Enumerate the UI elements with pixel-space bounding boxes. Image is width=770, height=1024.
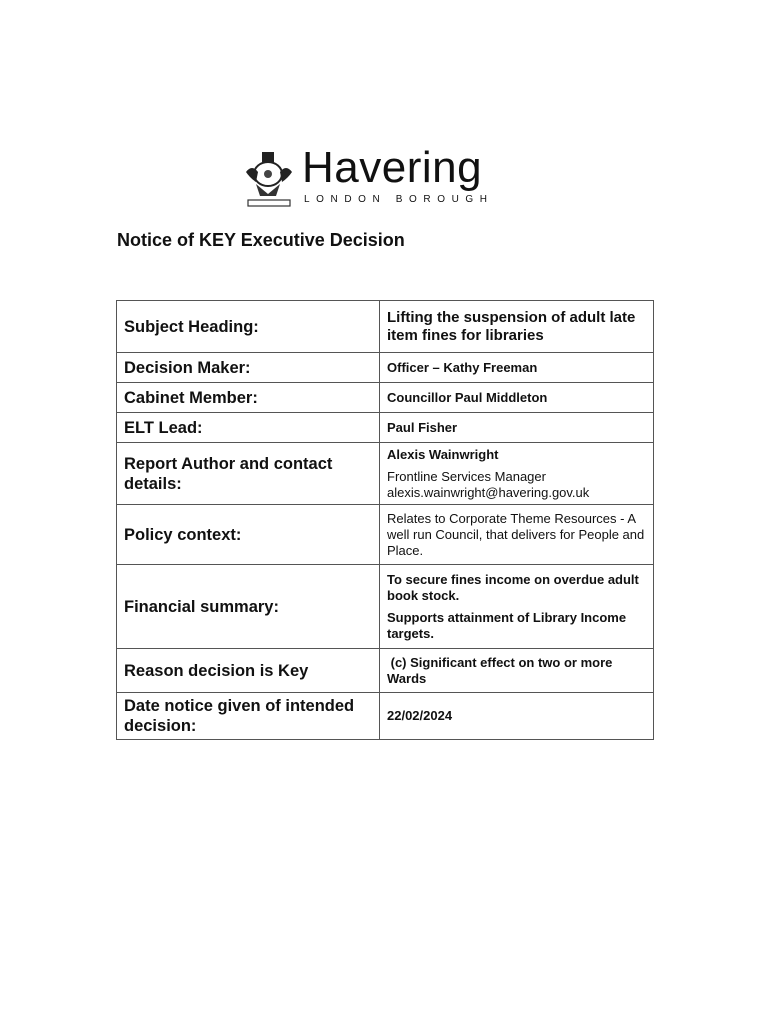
author-email[interactable]: alexis.wainwright@havering.gov.uk xyxy=(387,484,590,500)
author-role: Frontline Services Manager xyxy=(387,468,546,484)
table-row xyxy=(117,353,654,383)
financial-line-2: Supports attainment of Library Income targets. xyxy=(387,609,627,641)
table-row xyxy=(117,693,654,740)
row-value: Lifting the suspension of adult late item fines for libraries xyxy=(380,301,654,353)
logo-subtitle: LONDON BOROUGH xyxy=(304,194,494,205)
row-value: Paul Fisher xyxy=(380,413,654,443)
logo-wordmark: Havering xyxy=(302,143,483,192)
row-label: Reason decision is Key xyxy=(117,649,380,693)
table-row xyxy=(117,443,654,505)
row-label: Cabinet Member: xyxy=(117,383,380,413)
row-value xyxy=(380,565,654,649)
row-label: Subject Heading: xyxy=(117,301,380,353)
financial-line-1: To secure fines income on overdue adult book stock. xyxy=(387,571,639,603)
row-label: ELT Lead: xyxy=(117,413,380,443)
table-row xyxy=(117,565,654,649)
decision-table xyxy=(116,300,654,740)
row-value: Councillor Paul Middleton xyxy=(380,383,654,413)
table-row xyxy=(117,413,654,443)
row-value xyxy=(380,443,654,505)
table-row xyxy=(117,383,654,413)
table-row xyxy=(117,505,654,565)
table-row xyxy=(117,301,654,353)
row-label: Decision Maker: xyxy=(117,353,380,383)
row-value: (c) Significant effect on two or more Wards xyxy=(380,649,654,693)
row-value: Relates to Corporate Theme Resources - A well run Council, that delivers for People and Place. xyxy=(380,505,654,565)
coat-of-arms-icon xyxy=(242,150,296,208)
author-name: Alexis Wainwright xyxy=(387,446,499,462)
page-title: Notice of KEY Executive Decision xyxy=(117,230,405,250)
row-value: 22/02/2024 xyxy=(380,693,654,740)
row-label: Report Author and contact details: xyxy=(117,443,380,505)
row-value: Officer – Kathy Freeman xyxy=(380,353,654,383)
havering-logo xyxy=(242,143,522,212)
row-label: Policy context: xyxy=(117,505,380,565)
row-label: Financial summary: xyxy=(117,565,380,649)
table-row xyxy=(117,649,654,693)
row-label: Date notice given of intended decision: xyxy=(117,693,380,740)
